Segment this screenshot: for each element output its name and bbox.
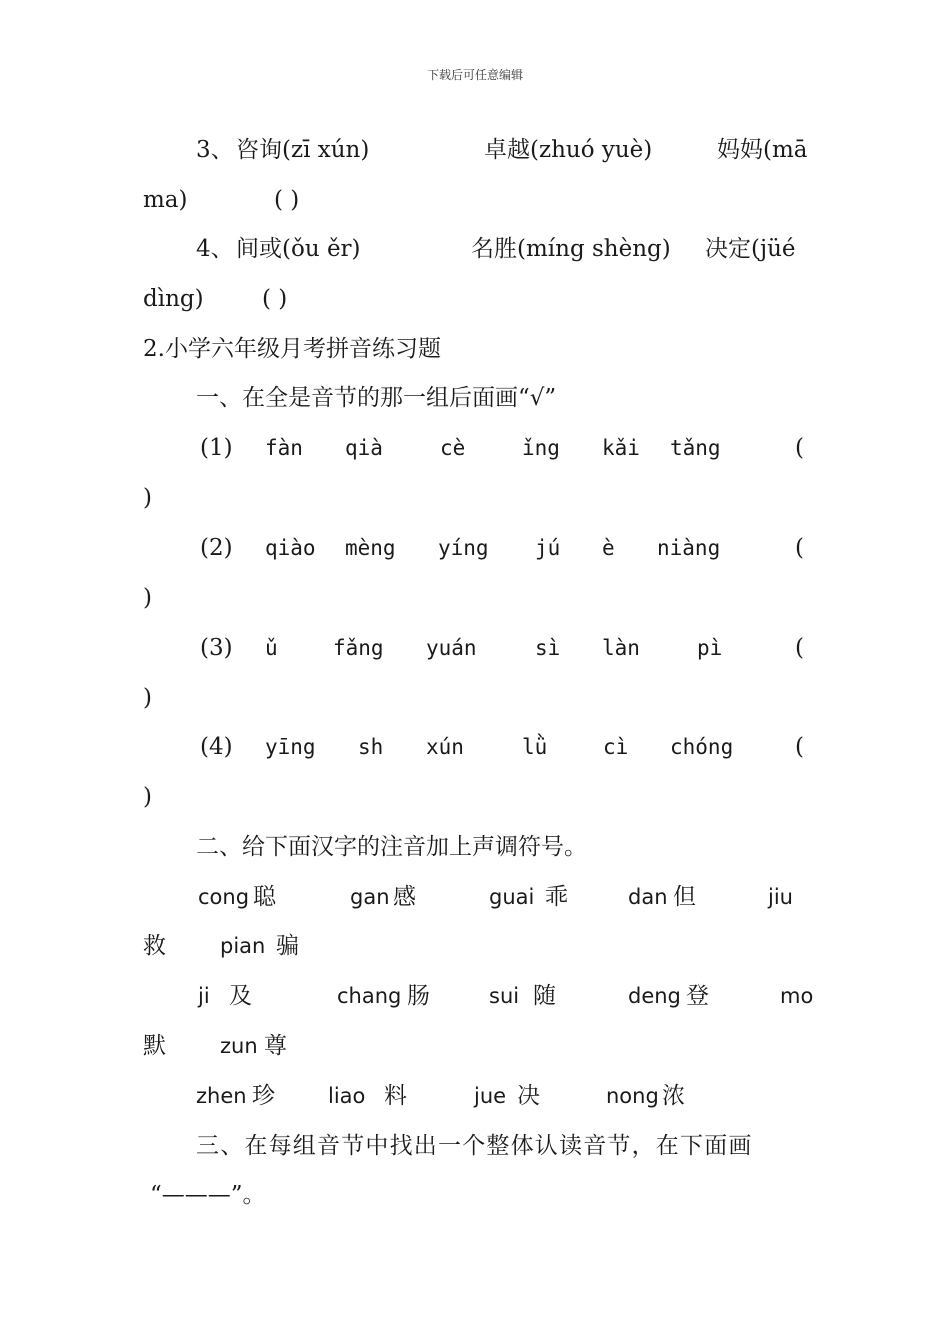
q4-line-2 [0, 279, 950, 319]
syllable: chóng [670, 735, 734, 759]
part1-row-1 [0, 428, 950, 468]
hanzi: 乖 [545, 884, 568, 910]
hanzi: 料 [384, 1083, 407, 1109]
q3-number: 3、 [196, 137, 234, 163]
syllable: tǎng [670, 436, 721, 460]
syllable: yíng [438, 536, 489, 560]
hanzi: 决 [517, 1083, 540, 1109]
hanzi: 登 [686, 983, 709, 1009]
syllable: niàng [657, 536, 721, 560]
syllable: pì [697, 636, 723, 660]
answer-open-paren: ( [795, 535, 804, 561]
pinyin: deng [628, 984, 681, 1008]
hanzi: 珍 [252, 1083, 275, 1109]
row-label: (4) [200, 734, 233, 760]
q3-word-a: 咨询(zī xún) [236, 137, 370, 163]
pinyin: liao [328, 1084, 366, 1108]
answer-close-paren: ) [143, 685, 152, 711]
syllable: sì [535, 636, 561, 660]
q3-line [0, 130, 950, 170]
hanzi: 救 [143, 933, 166, 959]
answer-open-paren: ( [795, 435, 804, 461]
hanzi: 感 [393, 884, 416, 910]
q4-line [0, 229, 950, 269]
row-label: (2) [200, 535, 233, 561]
part2-title [0, 827, 950, 867]
section-title-text: 2.小学六年级月考拼音练习题 [143, 336, 441, 362]
part3-title-text: 三、在每组音节中找出一个整体认读音节，在下面画 [196, 1133, 753, 1159]
hanzi: 肠 [407, 983, 430, 1009]
row-label: (3) [200, 635, 233, 661]
q4-word-b: 名胜(míng shèng) [471, 236, 671, 262]
q3-word-b: 卓越(zhuó yuè) [484, 137, 653, 163]
q4-word-c-cont: dìng) [143, 286, 204, 312]
syllable: kǎi [602, 436, 640, 460]
syllable: è [602, 536, 615, 560]
pinyin: pian [220, 934, 266, 958]
pinyin: dan [628, 885, 668, 909]
part2-row-1 [0, 877, 950, 917]
answer-close-paren: ) [143, 784, 152, 810]
pinyin: nong [606, 1084, 659, 1108]
pinyin: zhen [196, 1084, 247, 1108]
section-title [0, 329, 950, 369]
hanzi: 及 [229, 983, 252, 1009]
pinyin: sui [489, 984, 520, 1008]
pinyin: jiu [768, 885, 793, 909]
hanzi: 尊 [264, 1033, 287, 1059]
syllable: yuán [426, 636, 477, 660]
pinyin: cong [198, 885, 250, 909]
pinyin: chang [337, 984, 402, 1008]
pinyin: gan [350, 885, 390, 909]
hanzi: 聪 [253, 884, 276, 910]
answer-open-paren: ( [795, 635, 804, 661]
pinyin: mo [780, 984, 814, 1008]
q4-answer-blank: ( ) [262, 286, 288, 312]
pinyin: zun [220, 1034, 258, 1058]
syllable: qiào [265, 536, 316, 560]
part1-row-4-close [0, 777, 950, 817]
syllable: ǐng [522, 436, 560, 460]
answer-close-paren: ) [143, 585, 152, 611]
syllable: jú [535, 536, 561, 560]
syllable: fǎng [333, 636, 384, 660]
q4-word-c: 决定(jüé [705, 236, 796, 262]
syllable: ǔ [265, 636, 278, 660]
hanzi: 但 [673, 884, 696, 910]
part1-row-3 [0, 628, 950, 668]
syllable: sh [358, 735, 384, 759]
syllable: cì [603, 735, 629, 759]
syllable: qià [345, 436, 383, 460]
hanzi: 默 [143, 1033, 166, 1059]
part1-row-4 [0, 727, 950, 767]
part3-title-text-2: “———”。 [150, 1182, 266, 1208]
part1-row-2-close [0, 578, 950, 618]
q3-line-2 [0, 180, 950, 220]
part3-title [0, 1126, 950, 1166]
part3-title-cont [0, 1175, 950, 1215]
part1-row-1-close [0, 478, 950, 518]
pinyin: jue [474, 1084, 507, 1108]
part1-row-3-close [0, 678, 950, 718]
part2-title-text: 二、给下面汉字的注音加上声调符号。 [196, 834, 587, 860]
syllable: lǜ [522, 735, 548, 759]
part2-row-3 [0, 1076, 950, 1116]
part2-row-2 [0, 976, 950, 1016]
part2-row-2b [0, 1026, 950, 1066]
answer-close-paren: ) [143, 485, 152, 511]
q3-word-c-cont: ma) [143, 187, 188, 213]
answer-open-paren: ( [795, 734, 804, 760]
pinyin: ji [198, 984, 210, 1008]
part1-title-text: 一、在全是音节的那一组后面画“√” [196, 385, 557, 411]
hanzi: 浓 [662, 1083, 685, 1109]
page-header: 下载后可任意编辑 [426, 68, 523, 82]
q4-number: 4、 [196, 236, 234, 262]
q3-answer-blank: ( ) [274, 187, 300, 213]
syllable: làn [602, 636, 640, 660]
syllable: fàn [265, 436, 303, 460]
syllable: cè [440, 436, 466, 460]
part2-row-1b [0, 926, 950, 966]
hanzi: 随 [533, 983, 556, 1009]
hanzi: 骗 [276, 933, 299, 959]
part1-row-2 [0, 528, 950, 568]
part1-title [0, 378, 950, 418]
syllable: mèng [345, 536, 396, 560]
q3-word-c: 妈妈(mā [717, 137, 808, 163]
syllable: yīng [265, 735, 316, 759]
row-label: (1) [200, 435, 233, 461]
q4-word-a: 间或(ǒu ěr) [236, 236, 361, 262]
pinyin: guai [489, 885, 535, 909]
syllable: xún [426, 735, 464, 759]
